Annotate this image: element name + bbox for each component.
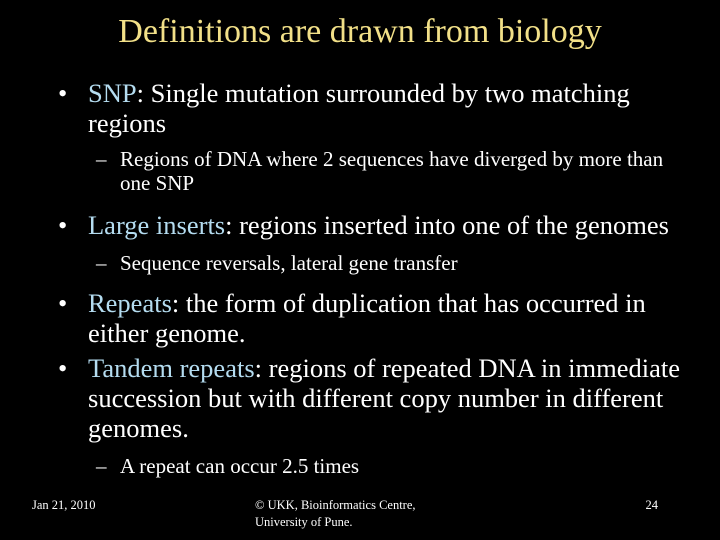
bullet-marker: • <box>58 210 68 240</box>
term-repeats: Repeats <box>88 288 172 318</box>
term-snp: SNP <box>88 78 137 108</box>
footer-credit <box>255 497 416 531</box>
dash-marker: – <box>96 147 107 171</box>
bullet-marker: • <box>58 353 68 383</box>
bullet-large-inserts <box>58 210 698 240</box>
term-tandem-repeats: Tandem repeats <box>88 353 255 383</box>
bullet-text: : the form of duplication that has occurred in either genome. <box>88 288 646 348</box>
bullet-marker: • <box>58 78 68 108</box>
term-large-inserts: Large inserts <box>88 210 226 240</box>
sub-bullet-snp <box>96 147 698 195</box>
sub-bullet-tandem-repeats <box>96 454 698 478</box>
bullet-snp <box>58 78 698 138</box>
sub-bullet-text: Sequence reversals, lateral gene transfer <box>120 251 458 275</box>
bullet-text: : Single mutation surrounded by two matching regions <box>88 78 630 138</box>
footer-credit-line1: © UKK, Bioinformatics Centre, <box>255 498 416 512</box>
slide-body <box>58 76 698 478</box>
dash-marker: – <box>96 251 107 275</box>
sub-bullet-text: A repeat can occur 2.5 times <box>120 454 360 478</box>
sub-bullet-large-inserts <box>96 251 698 275</box>
bullet-tandem-repeats <box>58 353 698 443</box>
footer-credit-line2: University of Pune. <box>255 515 353 529</box>
slide-title: Definitions are drawn from biology <box>118 13 602 50</box>
sub-bullet-text: Regions of DNA where 2 sequences have diverged by more than one SNP <box>120 147 664 195</box>
bullet-repeats <box>58 288 698 348</box>
footer-date: Jan 21, 2010 <box>32 498 96 512</box>
dash-marker: – <box>96 454 107 478</box>
bullet-text: : regions inserted into one of the genomes <box>225 210 669 240</box>
page-number: 24 <box>645 498 658 512</box>
bullet-marker: • <box>58 288 68 318</box>
bullet-text: : regions of repeated DNA in immediate succession but with different copy number in different genomes. <box>88 353 680 443</box>
